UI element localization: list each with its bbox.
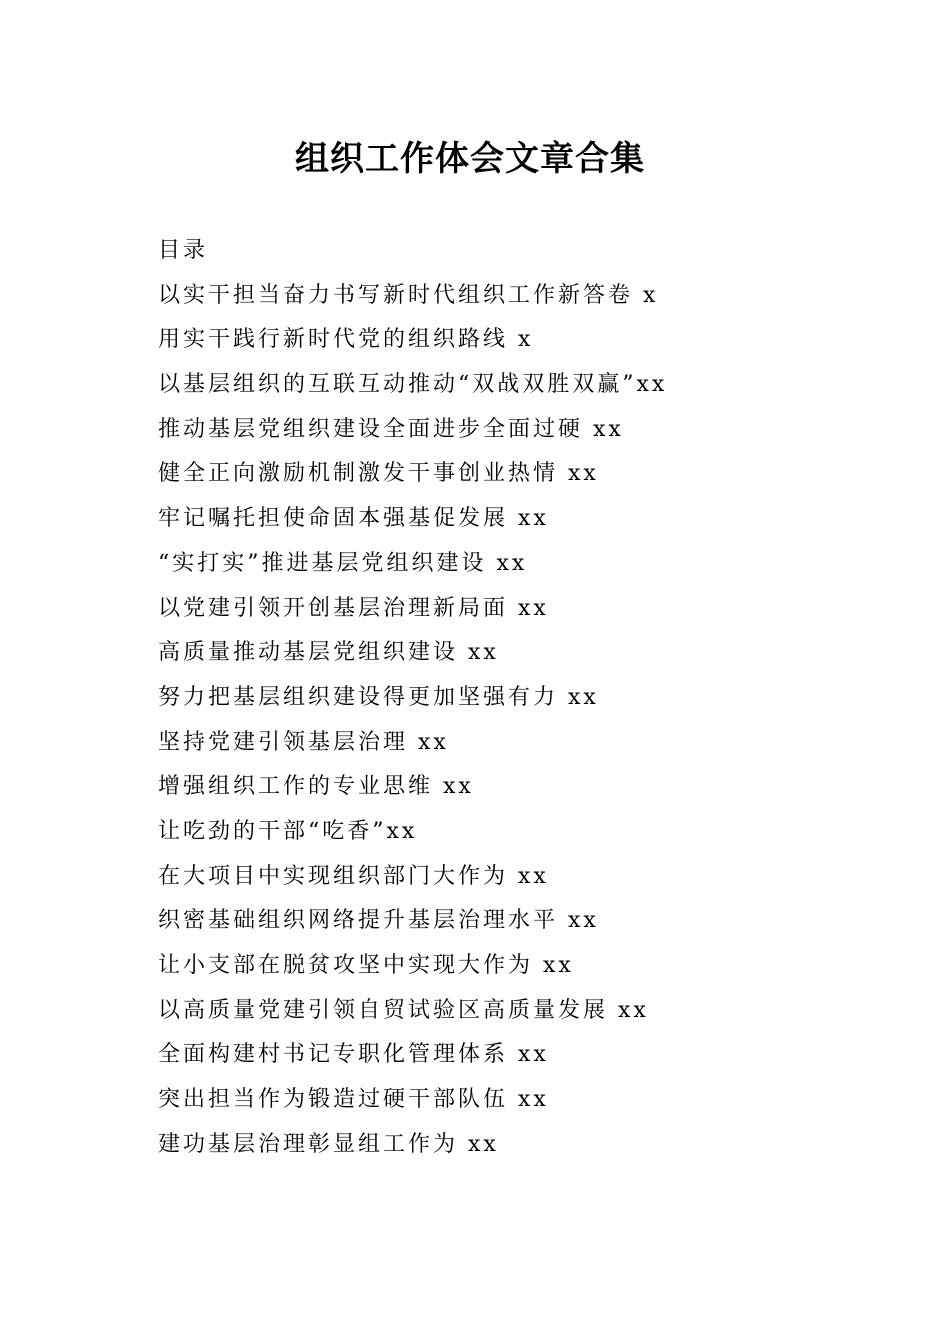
toc-item: 用实干践行新时代党的组织路线 x: [158, 327, 534, 353]
table-of-contents: [158, 229, 858, 1167]
toc-item: 坚持党建引领基层治理 xx: [158, 729, 449, 755]
toc-item: “实打实”推进基层党组织建设 xx: [158, 550, 528, 576]
toc-item: 牢记嘱托担使命固本强基促发展 xx: [158, 506, 549, 532]
toc-item: 建功基层治理彰显组工作为 xx: [158, 1131, 499, 1157]
document-title: 组织工作体会文章合集: [295, 139, 645, 179]
toc-item: 突出担当作为锻造过硬干部队伍 xx: [158, 1087, 549, 1113]
toc-item: 以高质量党建引领自贸试验区高质量发展 xx: [158, 997, 649, 1023]
toc-item: 以实干担当奋力书写新时代组织工作新答卷 x: [158, 282, 659, 308]
toc-item: 高质量推动基层党组织建设 xx: [158, 640, 499, 666]
toc-item: 全面构建村书记专职化管理体系 xx: [158, 1042, 549, 1068]
toc-item: 以基层组织的互联互动推动“双战双胜双赢”xx: [158, 372, 668, 398]
toc-item: 健全正向激励机制激发干事创业热情 xx: [158, 461, 599, 487]
toc-heading: 目录: [158, 238, 209, 263]
toc-item: 以党建引领开创基层治理新局面 xx: [158, 595, 549, 621]
toc-item: 努力把基层组织建设得更加坚强有力 xx: [158, 684, 599, 710]
toc-item: 让吃劲的干部“吃香”xx: [158, 818, 418, 844]
toc-item: 在大项目中实现组织部门大作为 xx: [158, 863, 549, 889]
toc-item: 增强组织工作的专业思维 xx: [158, 774, 474, 800]
toc-item: 让小支部在脱贫攻坚中实现大作为 xx: [158, 953, 574, 978]
toc-item: 推动基层党组织建设全面进步全面过硬 xx: [158, 416, 624, 442]
toc-item: 织密基础组织网络提升基层治理水平 xx: [158, 908, 599, 934]
